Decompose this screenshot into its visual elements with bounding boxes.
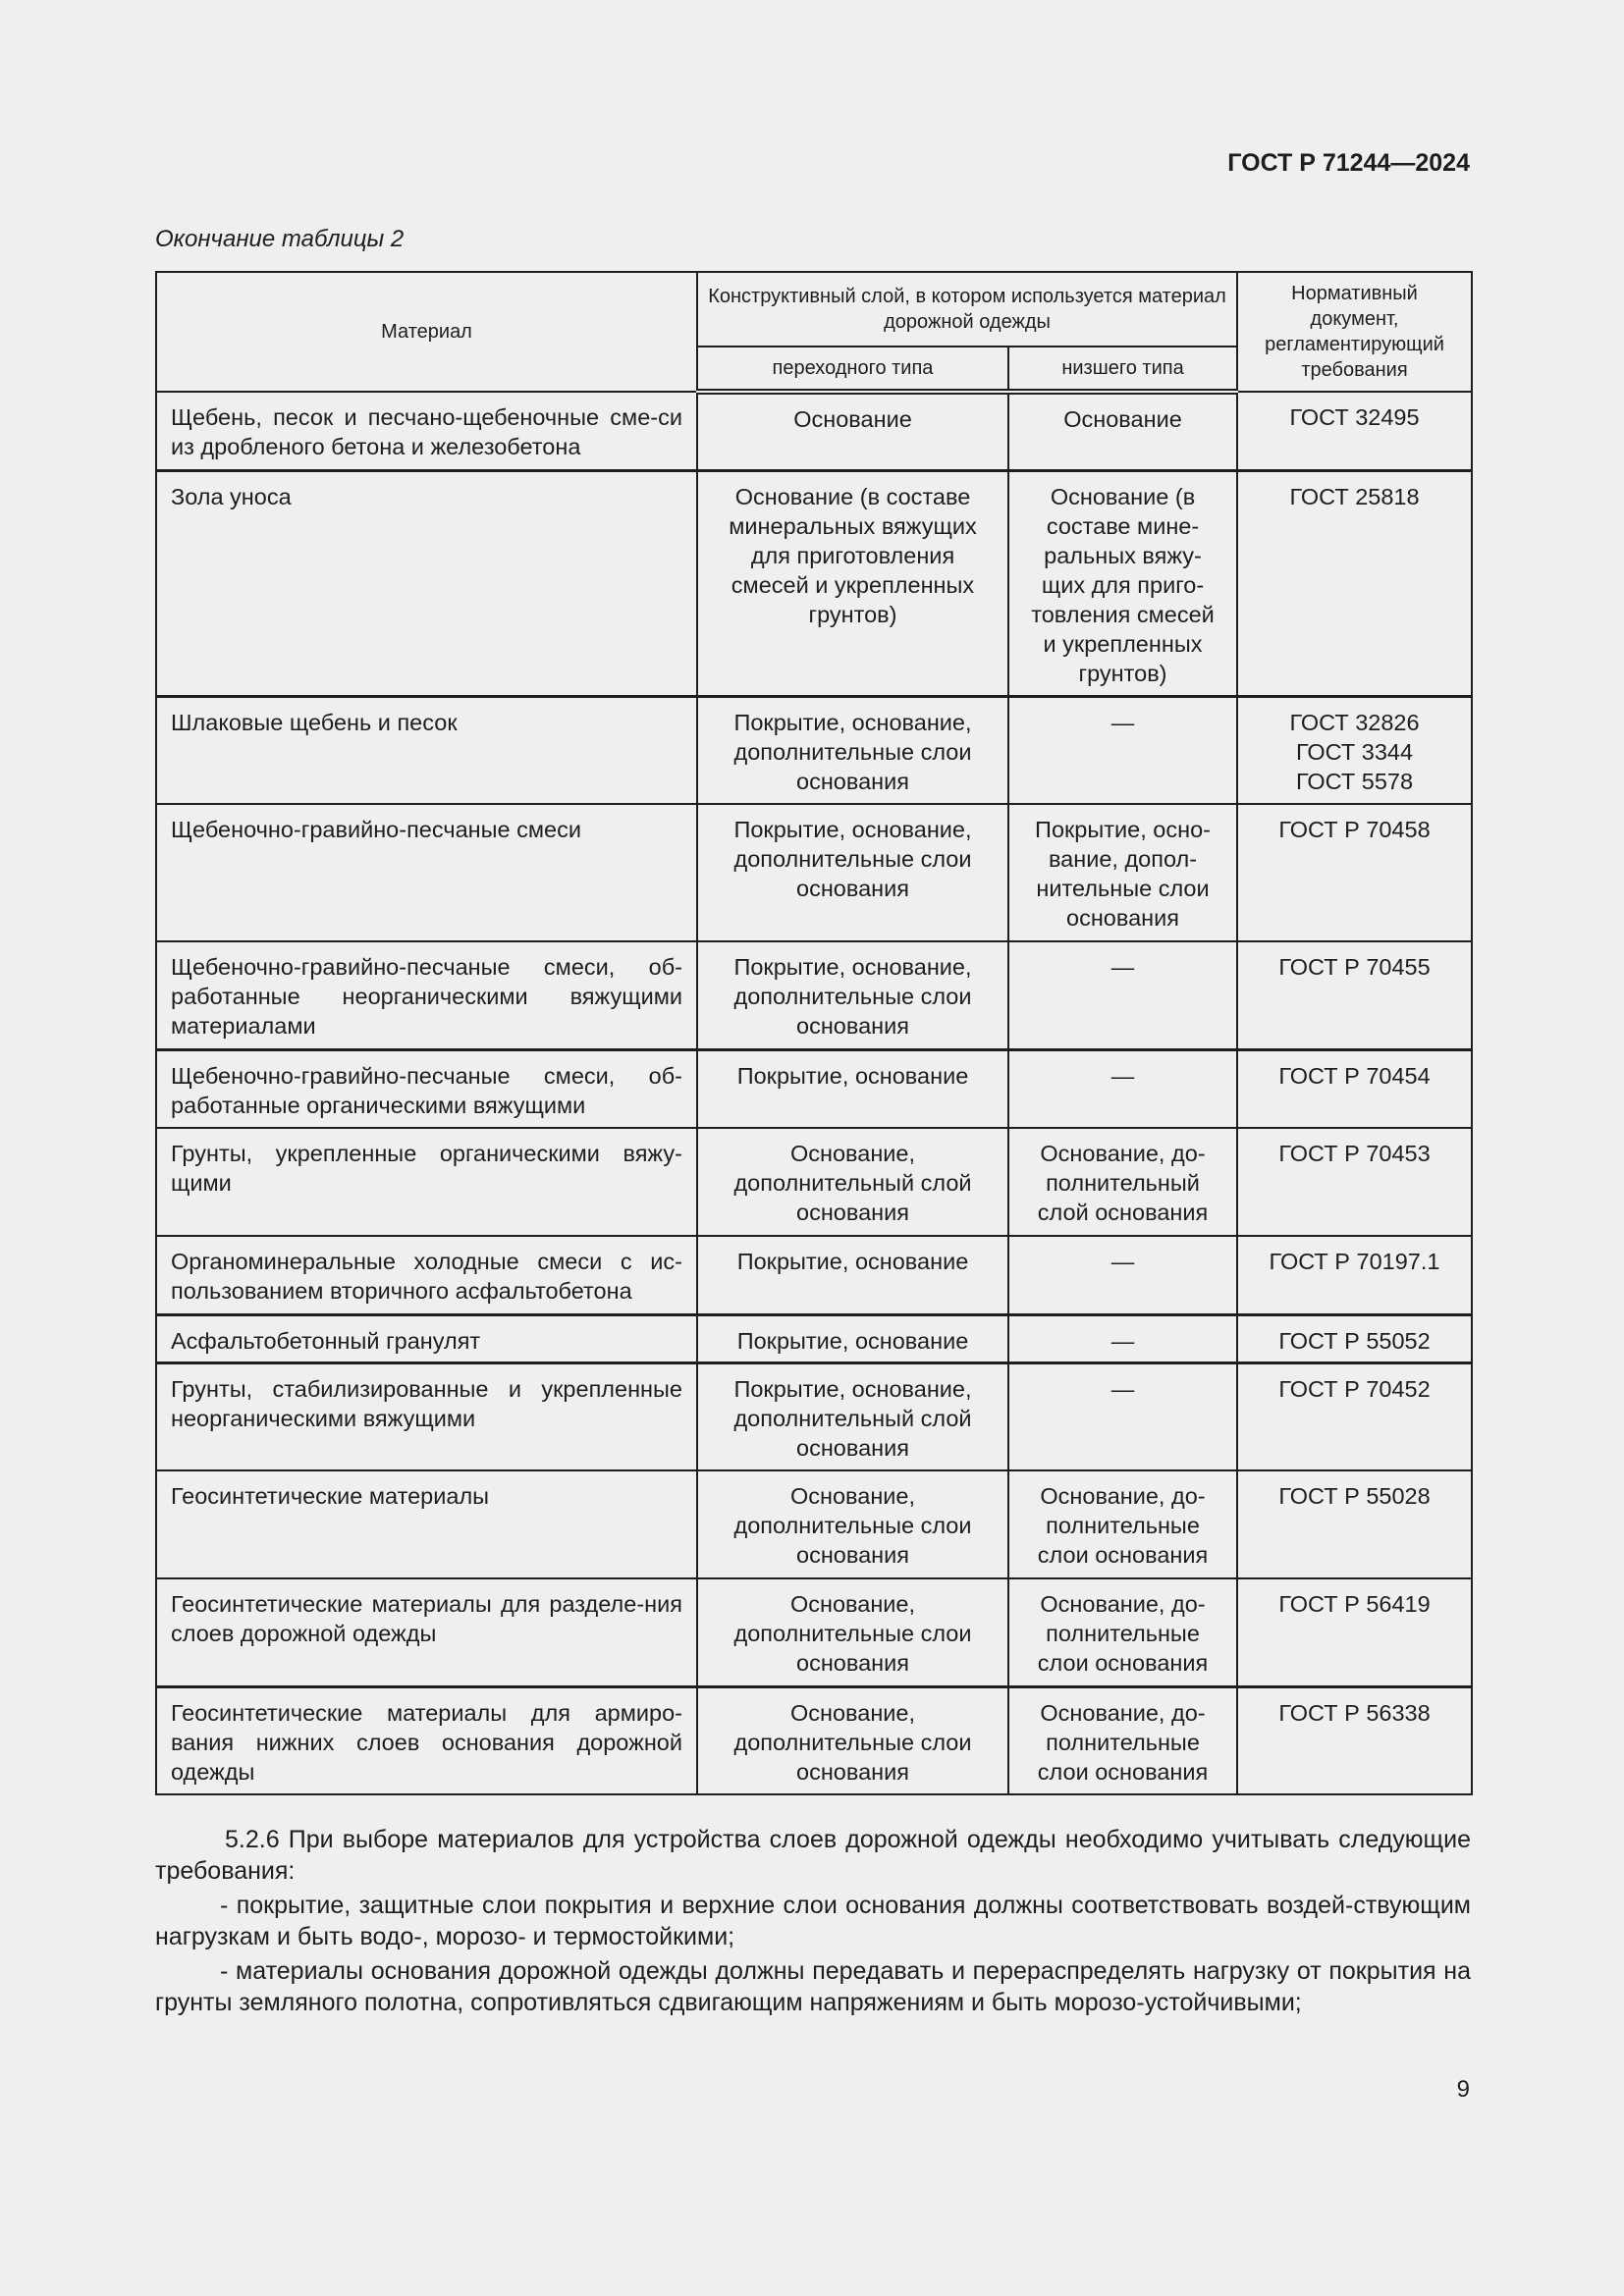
transitional-cell: Основание, дополнительные слои основания [697, 1578, 1008, 1686]
table-row [156, 1578, 1472, 1686]
material-cell: Зола уноса [156, 470, 697, 696]
doc-cell: ГОСТ Р 55052 [1237, 1314, 1472, 1362]
transitional-cell: Покрытие, основание [697, 1314, 1008, 1362]
lower-cell: Основание [1008, 392, 1237, 470]
doc-cell: ГОСТ Р 70453 [1237, 1128, 1472, 1236]
materials-table [155, 271, 1473, 1795]
table-row [156, 1314, 1472, 1362]
transitional-cell: Покрытие, основание, дополнительные слои основания [697, 696, 1008, 804]
paragraph-requirement-coating: - покрытие, защитные слои покрытия и верхние слои основания должны соответствовать воздей-ствующим нагрузкам и быть водо-, морозо- и термостойкими; [155, 1892, 1471, 1950]
table-row [156, 1049, 1472, 1128]
table-row [156, 1470, 1472, 1578]
table-row [156, 1362, 1472, 1470]
table-row [156, 696, 1472, 804]
doc-cell: ГОСТ Р 56419 [1237, 1578, 1472, 1686]
material-cell: Геосинтетические материалы для армиро-вания нижних слоев основания дорожной одежды [156, 1686, 697, 1794]
table-row [156, 804, 1472, 941]
material-cell: Органоминеральные холодные смеси с ис-пользованием вторичного асфальтобетона [156, 1236, 697, 1314]
transitional-cell: Основание, дополнительный слой основания [697, 1128, 1008, 1236]
paragraph-5-2-6: 5.2.6 При выборе материалов для устройства слоев дорожной одежды необходимо учитывать следующие требования: [155, 1826, 1471, 1885]
table-row [156, 470, 1472, 696]
lower-cell: Основание, до-полнительный слой основания [1008, 1128, 1237, 1236]
lower-cell: — [1008, 941, 1237, 1049]
header-transitional-type: переходного типа [697, 347, 1008, 392]
material-cell: Шлаковые щебень и песок [156, 696, 697, 804]
transitional-cell: Основание [697, 392, 1008, 470]
material-cell: Геосинтетические материалы [156, 1470, 697, 1578]
material-cell: Грунты, укрепленные органическими вяжу-щими [156, 1128, 697, 1236]
lower-cell: — [1008, 696, 1237, 804]
doc-cell: ГОСТ Р 70455 [1237, 941, 1472, 1049]
lower-cell: Основание, до-полнительные слои основания [1008, 1686, 1237, 1794]
header-lower-type: низшего типа [1008, 347, 1237, 392]
paragraph-requirement-base: - материалы основания дорожной одежды должны передавать и перераспределять нагрузку от покрытия на грунты земляного полотна, сопротивляться сдвигающим напряжениям и быть морозо-устойчивыми; [155, 1957, 1471, 2016]
page-number: 9 [1456, 2076, 1470, 2103]
table-row [156, 392, 1472, 470]
document-header: ГОСТ Р 71244—2024 [1227, 149, 1470, 177]
lower-cell: — [1008, 1314, 1237, 1362]
table-row [156, 941, 1472, 1049]
table-row [156, 1686, 1472, 1794]
table-row [156, 1128, 1472, 1236]
transitional-cell: Покрытие, основание, дополнительный слой основания [697, 1362, 1008, 1470]
doc-cell: ГОСТ 25818 [1237, 470, 1472, 696]
material-cell: Щебеночно-гравийно-песчаные смеси, об-работанные органическими вяжущими [156, 1049, 697, 1128]
table-caption: Окончание таблицы 2 [155, 226, 405, 252]
doc-cell: ГОСТ Р 70454 [1237, 1049, 1472, 1128]
material-cell: Геосинтетические материалы для разделе-ния слоев дорожной одежды [156, 1578, 697, 1686]
material-cell: Щебень, песок и песчано-щебеночные сме-си из дробленого бетона и железобетона [156, 392, 697, 470]
doc-cell: ГОСТ Р 70458 [1237, 804, 1472, 941]
transitional-cell: Покрытие, основание, дополнительные слои основания [697, 941, 1008, 1049]
header-layer-group: Конструктивный слой, в котором используется материал дорожной одежды [697, 272, 1237, 347]
lower-cell: Основание, до-полнительные слои основания [1008, 1470, 1237, 1578]
header-material: Материал [156, 272, 697, 392]
lower-cell: Покрытие, осно-вание, допол-нительные слои основания [1008, 804, 1237, 941]
transitional-cell: Покрытие, основание [697, 1049, 1008, 1128]
doc-cell: ГОСТ Р 56338 [1237, 1686, 1472, 1794]
transitional-cell: Основание, дополнительные слои основания [697, 1470, 1008, 1578]
lower-cell: — [1008, 1236, 1237, 1314]
doc-cell: ГОСТ 32495 [1237, 392, 1472, 470]
doc-cell: ГОСТ 32826 ГОСТ 3344 ГОСТ 5578 [1237, 696, 1472, 804]
lower-cell: Основание, до-полнительные слои основания [1008, 1578, 1237, 1686]
material-cell: Щебеночно-гравийно-песчаные смеси [156, 804, 697, 941]
material-cell: Щебеночно-гравийно-песчаные смеси, об-работанные неорганическими вяжущими материалами [156, 941, 697, 1049]
transitional-cell: Покрытие, основание [697, 1236, 1008, 1314]
lower-cell: — [1008, 1049, 1237, 1128]
table-row [156, 1236, 1472, 1314]
header-normative-document: Нормативный документ, регламентирующий требования [1237, 272, 1472, 392]
doc-cell: ГОСТ Р 70197.1 [1237, 1236, 1472, 1314]
material-cell: Асфальтобетонный гранулят [156, 1314, 697, 1362]
doc-cell: ГОСТ Р 55028 [1237, 1470, 1472, 1578]
transitional-cell: Основание, дополнительные слои основания [697, 1686, 1008, 1794]
lower-cell: — [1008, 1362, 1237, 1470]
material-cell: Грунты, стабилизированные и укрепленные неорганическими вяжущими [156, 1362, 697, 1470]
transitional-cell: Основание (в составе минеральных вяжущих для приготовления смесей и укрепленных грунтов) [697, 470, 1008, 696]
lower-cell: Основание (в составе мине-ральных вяжу-щих для приго-товления смесей и укрепленных грунтов) [1008, 470, 1237, 696]
transitional-cell: Покрытие, основание, дополнительные слои основания [697, 804, 1008, 941]
doc-cell: ГОСТ Р 70452 [1237, 1362, 1472, 1470]
